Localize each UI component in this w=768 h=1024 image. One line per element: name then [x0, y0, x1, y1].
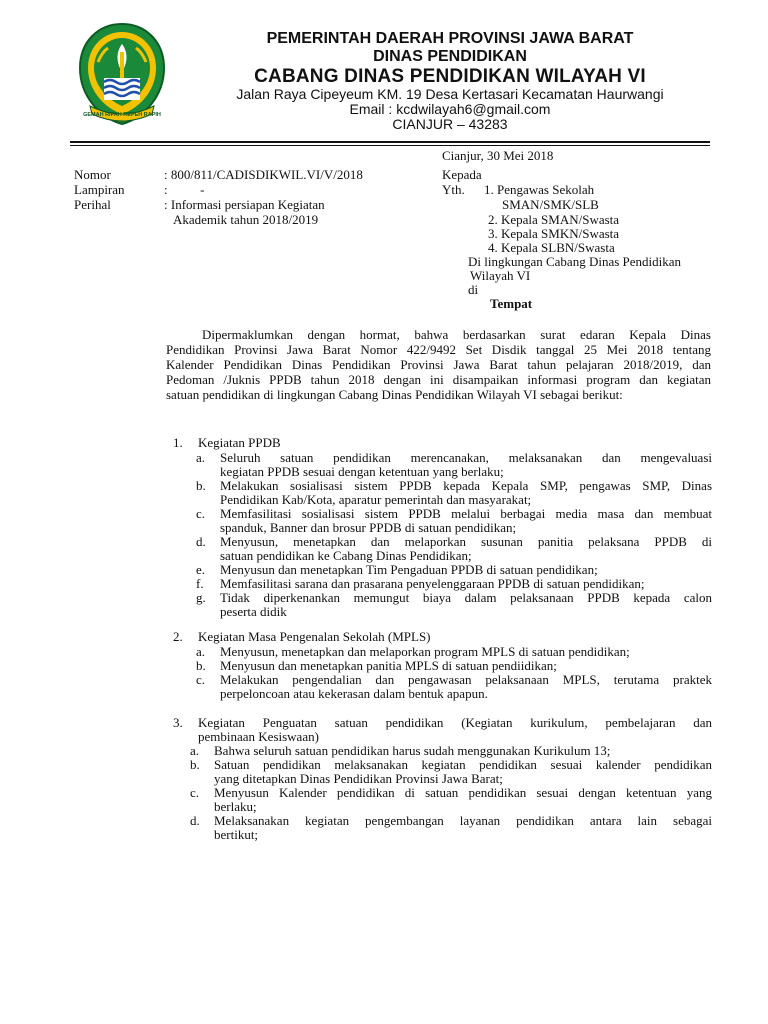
item-text: [214, 814, 712, 842]
item-letter: b.: [196, 658, 206, 673]
item-text: [220, 673, 712, 701]
list-item: [196, 451, 712, 479]
list-item: [196, 645, 712, 659]
lampiran-label: Lampiran: [74, 182, 125, 197]
perihal-label: Perihal: [74, 197, 111, 212]
section1-list: [196, 451, 712, 619]
list-item: [190, 814, 712, 842]
item-letter: d.: [196, 534, 206, 549]
intro-line: Pedoman /Juknis PPDB tahun 2018 dengan ini disampaikan informasi program dan kegiatan: [166, 372, 711, 387]
kepada-label: Kepada: [442, 167, 482, 182]
item-text: [220, 591, 712, 619]
item-text: [220, 535, 712, 563]
item-text: [214, 744, 712, 758]
item-line: Tidak diperkenankan memungut biaya dalam pelaksanaan PPDB kepada calon: [220, 590, 712, 605]
letter-date: Cianjur, 30 Mei 2018: [442, 148, 554, 163]
item-letter: d.: [190, 813, 200, 828]
list-item: [196, 507, 712, 535]
list-item: [196, 535, 712, 563]
letterhead-line3: CABANG DINAS PENDIDIKAN WILAYAH VI: [254, 66, 646, 87]
item-text: [220, 563, 712, 577]
item-line: yang ditetapkan Dinas Pendidikan Provinsi Jawa Barat;: [214, 771, 503, 786]
item-line: Pendidikan Kab/Kota, aparatur pemerintah dan masyarakat;: [220, 492, 532, 507]
nomor-label: Nomor: [74, 167, 111, 182]
item-letter: b.: [190, 757, 200, 772]
list-item: [196, 479, 712, 507]
letterhead-line1: PEMERINTAH DAERAH PROVINSI JAWA BARAT: [266, 30, 634, 47]
letterhead-email: Email : kcdwilayah6@gmail.com: [349, 101, 551, 117]
section3-title-line2: pembinaan Kesiswaan): [198, 729, 319, 744]
perihal-value-line1: : Informasi persiapan Kegiatan: [164, 197, 325, 212]
item-line: peserta didik: [220, 604, 287, 619]
item-line: Menyusun dan menetapkan Tim Pengaduan PPDB di satuan pendidikan;: [220, 562, 598, 577]
perihal-value-line2: Akademik tahun 2018/2019: [173, 212, 319, 227]
item-line: kegiatan PPDB sesuai dengan ketentuan yang berlaku;: [220, 464, 504, 479]
item-line: satuan pendidikan ke Cabang Dinas Pendidikan;: [220, 548, 472, 563]
list-item: [196, 659, 712, 673]
recipient-1a: 1. Pengawas Sekolah: [484, 182, 595, 197]
letterhead-line2: DINAS PENDIDIKAN: [373, 48, 527, 65]
item-letter: a.: [196, 450, 206, 465]
item-line: bertikut;: [214, 827, 259, 842]
item-line: Menyusun, menetapkan dan melaporkan susunan panitia pelaksana PPDB di: [220, 534, 712, 549]
item-line: Melakukan pengendalian dan pengawasan pelaksanaan MPLS, terutama praktek: [220, 672, 712, 687]
item-line: Menyusun, menetapkan dan melaporkan program MPLS di satuan pendidikan;: [220, 644, 630, 659]
yth-label: Yth.: [442, 182, 465, 197]
list-item: [196, 673, 712, 701]
item-text: [220, 479, 712, 507]
item-text: [220, 451, 712, 479]
list-item: [196, 563, 712, 577]
item-letter: f.: [196, 576, 204, 591]
item-line: berlaku;: [214, 799, 257, 814]
recipient-4: 4. Kepala SLBN/Swasta: [488, 240, 615, 255]
item-text: [220, 507, 712, 535]
item-line: spanduk, Banner dan brosur PPDB di satuan pendidikan;: [220, 520, 517, 535]
letterhead-rule-thin: [70, 145, 710, 146]
section2-list: [196, 645, 712, 701]
list-item: [190, 758, 712, 786]
item-letter: b.: [196, 478, 206, 493]
item-line: Bahwa seluruh satuan pendidikan harus sudah menggunakan Kurikulum 13;: [214, 743, 611, 758]
item-letter: a.: [196, 644, 206, 659]
recipient-2: 2. Kepala SMAN/Swasta: [488, 212, 620, 227]
letterhead-rule-thick: [70, 141, 710, 143]
recipient-1b: SMAN/SMK/SLB: [502, 197, 599, 212]
item-text: [220, 645, 712, 659]
item-letter: a.: [190, 743, 200, 758]
section2-title: Kegiatan Masa Pengenalan Sekolah (MPLS): [198, 629, 431, 644]
item-letter: e.: [196, 562, 206, 577]
provincial-logo: [76, 22, 168, 126]
item-line: perpeloncoan atau kekerasan dalam bentuk apapun.: [220, 686, 488, 701]
item-line: Satuan pendidikan melaksanakan kegiatan pendidikan sesuai kalender pendidikan: [214, 757, 712, 772]
section3-title: [198, 716, 712, 744]
section3-number: 3.: [173, 715, 183, 730]
list-item: [196, 577, 712, 591]
item-line: Melaksanakan kegiatan pengembangan layanan pendidikan antara lain sebagai: [214, 813, 712, 828]
intro-line: Kalender Pendidikan Dinas Pendidikan Provinsi Jawa Barat tahun pelajaran 2018/2019, dan: [166, 357, 711, 372]
list-item: [196, 591, 712, 619]
section3-title-line1: Kegiatan Penguatan satuan pendidikan (Kegiatan kurikulum, pembelajaran dan: [198, 715, 712, 730]
item-line: Menyusun dan menetapkan panitia MPLS di satuan pendiidikan;: [220, 658, 557, 673]
tempat-label: Tempat: [490, 296, 533, 311]
item-line: Memfasilitasi sarana dan prasarana penyelenggaraan PPDB di satuan pendidikan;: [220, 576, 645, 591]
list-item: [190, 786, 712, 814]
intro-line: Pendidikan Provinsi Jawa Barat Nomor 422/9492 Set Disdik tanggal 25 Mei 2018 tentang: [166, 342, 711, 357]
intro-line: Dipermaklumkan dengan hormat, bahwa berdasarkan surat edaran Kepala Dinas: [202, 327, 711, 342]
item-text: [220, 659, 712, 673]
section1-number: 1.: [173, 435, 183, 450]
item-text: [214, 786, 712, 814]
nomor-value: : 800/811/CADISDIKWIL.VI/V/2018: [164, 167, 363, 182]
item-line: Menyusun Kalender pendidikan di satuan pendidikan sesuai dengan ketentuan yang: [214, 785, 712, 800]
item-line: Memfasilitasi sosialisasi sistem PPDB melalui berbagai media masa dan membuat: [220, 506, 712, 521]
item-letter: c.: [190, 785, 200, 800]
intro-line: satuan pendidikan di lingkungan Cabang Dinas Pendidikan Wilayah VI sebagai berikut:: [166, 387, 623, 402]
section3-list: [190, 744, 712, 842]
item-line: Seluruh satuan pendidikan merencanakan, melaksanakan dan mengevaluasi: [220, 450, 712, 465]
intro-paragraph: [166, 327, 711, 402]
recipient-3: 3. Kepala SMKN/Swasta: [488, 226, 620, 241]
section2-number: 2.: [173, 629, 183, 644]
item-letter: c.: [196, 506, 206, 521]
item-line: Melakukan sosialisasi sistem PPDB kepada Kepala SMP, pengawas SMP, Dinas: [220, 478, 712, 493]
list-item: [190, 744, 712, 758]
logo-banner-text: GEMAH RIPAH REPEH RAPIH: [83, 112, 161, 118]
item-text: [214, 758, 712, 786]
item-letter: c.: [196, 672, 206, 687]
letterhead-address: Jalan Raya Cipeyeum KM. 19 Desa Kertasari Kecamatan Haurwangi: [236, 86, 664, 102]
recipient-location-1: Di lingkungan Cabang Dinas Pendidikan: [468, 254, 682, 269]
di-label: di: [468, 282, 479, 297]
item-text: [220, 577, 712, 591]
section1-title: Kegiatan PPDB: [198, 435, 281, 450]
item-letter: g.: [196, 590, 206, 605]
letterhead-city: CIANJUR – 43283: [392, 116, 508, 132]
recipient-location-2: Wilayah VI: [470, 268, 531, 283]
lampiran-value: : -: [164, 182, 205, 197]
